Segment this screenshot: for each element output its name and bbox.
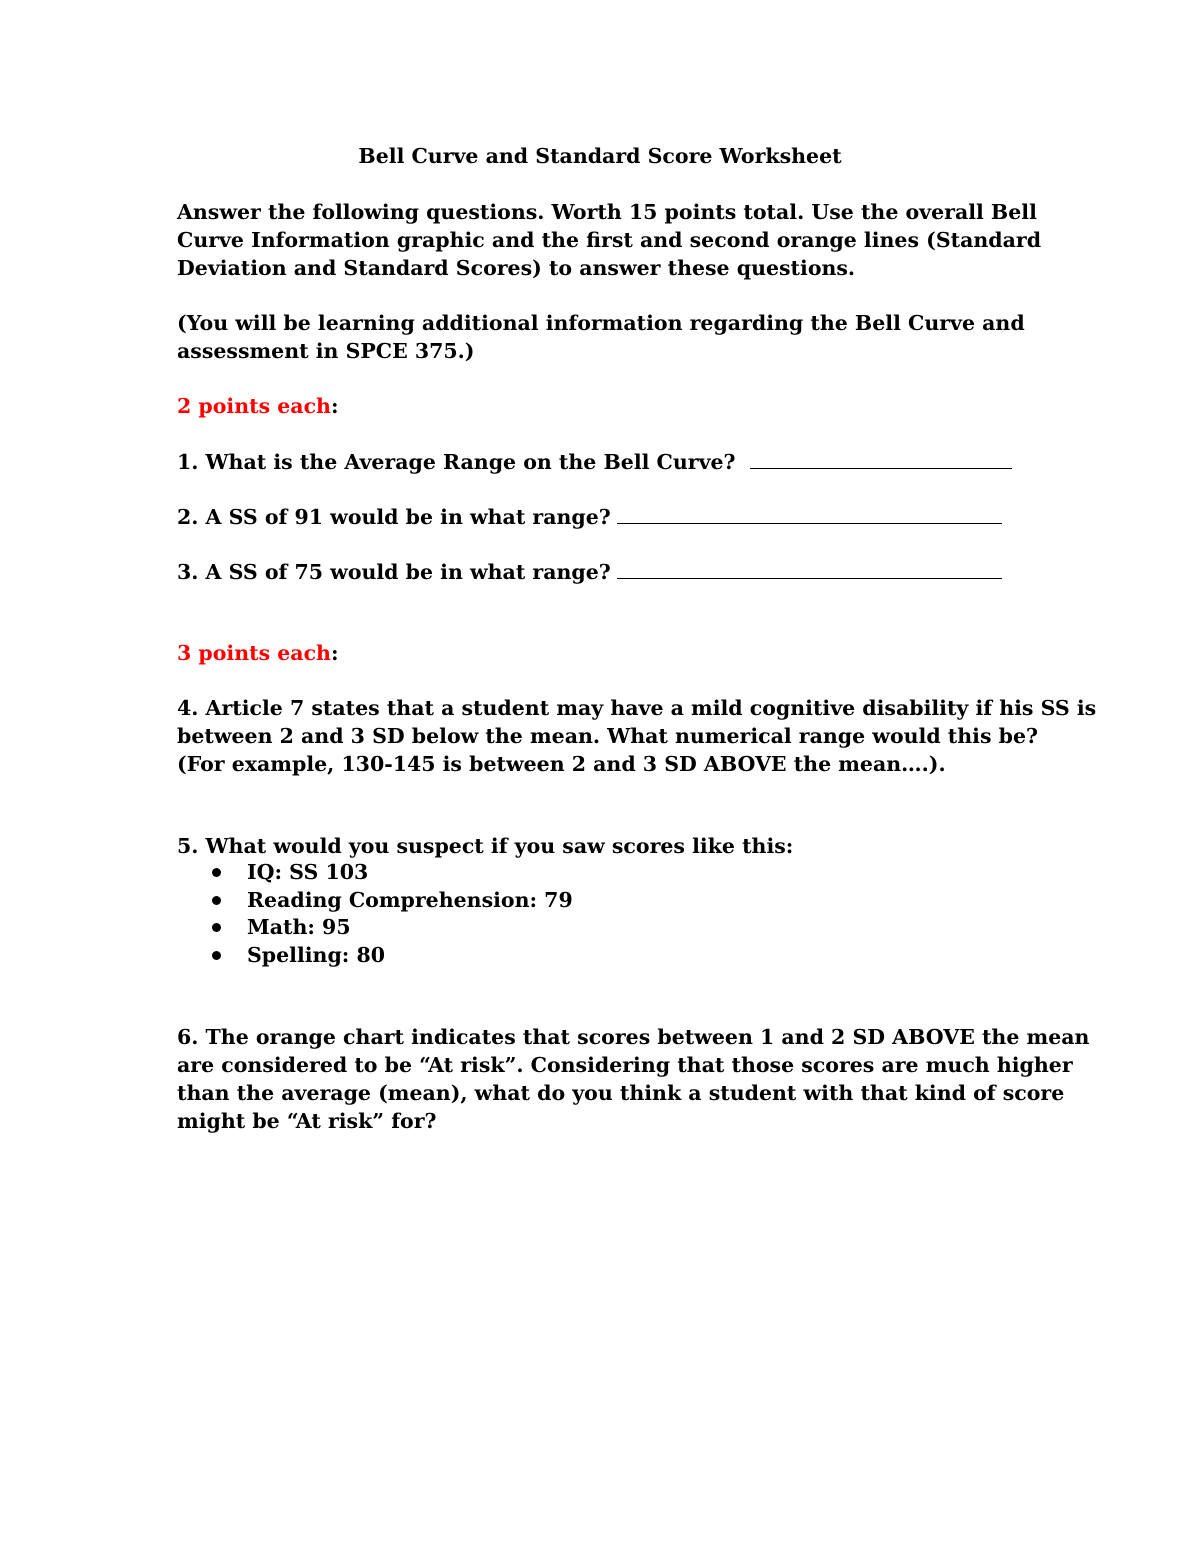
bullet-icon <box>212 868 221 877</box>
note-line-1: (You will be learning additional information regarding the Bell Curve and <box>177 311 1025 335</box>
list-item-text: Math: 95 <box>247 915 351 939</box>
section-heading-2-points <box>177 392 339 420</box>
question-6-line-2: are considered to be “At risk”. Considering that those scores are much higher <box>177 1053 1073 1077</box>
bullet-icon <box>212 896 221 905</box>
list-item-text: Reading Comprehension: 79 <box>247 888 573 912</box>
question-1-text: 1. What is the Average Range on the Bell Curve? <box>177 450 736 474</box>
intro-line-1: Answer the following questions. Worth 15 points total. Use the overall Bell <box>177 200 1037 224</box>
question-4-line-1: 4. Article 7 states that a student may have a mild cognitive disability if his SS is <box>177 696 1097 720</box>
question-3 <box>177 558 1002 586</box>
question-5-prompt: 5. What would you suspect if you saw scores like this: <box>177 834 794 858</box>
section-heading-text: 2 points each <box>177 394 331 418</box>
question-6-line-1: 6. The orange chart indicates that scores between 1 and 2 SD ABOVE the mean <box>177 1025 1090 1049</box>
bullet-icon <box>212 923 221 932</box>
list-item-text: Spelling: 80 <box>247 943 386 967</box>
section-heading-colon: : <box>330 394 339 418</box>
question-6-line-3: than the average (mean), what do you think a student with that kind of score <box>177 1081 1065 1105</box>
question-3-text: 3. A SS of 75 would be in what range? <box>177 560 611 584</box>
list-item-text: IQ: SS 103 <box>247 860 369 884</box>
question-4-line-3: (For example, 130-145 is between 2 and 3 SD ABOVE the mean….). <box>177 752 946 776</box>
page-title: Bell Curve and Standard Score Worksheet <box>358 144 842 168</box>
intro-line-2: Curve Information graphic and the first and second orange lines (Standard <box>177 228 1042 252</box>
section-heading-text: 3 points each <box>177 641 331 665</box>
question-1 <box>177 448 1012 476</box>
note-line-2: assessment in SPCE 375.) <box>177 339 475 363</box>
question-2 <box>177 503 1002 531</box>
section-heading-colon: : <box>330 641 339 665</box>
question-4-line-2: between 2 and 3 SD below the mean. What numerical range would this be? <box>177 724 1039 748</box>
question-2-text: 2. A SS of 91 would be in what range? <box>177 505 611 529</box>
answer-blank-1[interactable] <box>750 450 1012 469</box>
question-6-line-4: might be “At risk” for? <box>177 1109 437 1133</box>
answer-blank-2[interactable] <box>617 505 1002 524</box>
bullet-icon <box>212 951 221 960</box>
section-heading-3-points <box>177 639 339 667</box>
intro-line-3: Deviation and Standard Scores) to answer these questions. <box>177 256 856 280</box>
answer-blank-3[interactable] <box>617 560 1002 579</box>
